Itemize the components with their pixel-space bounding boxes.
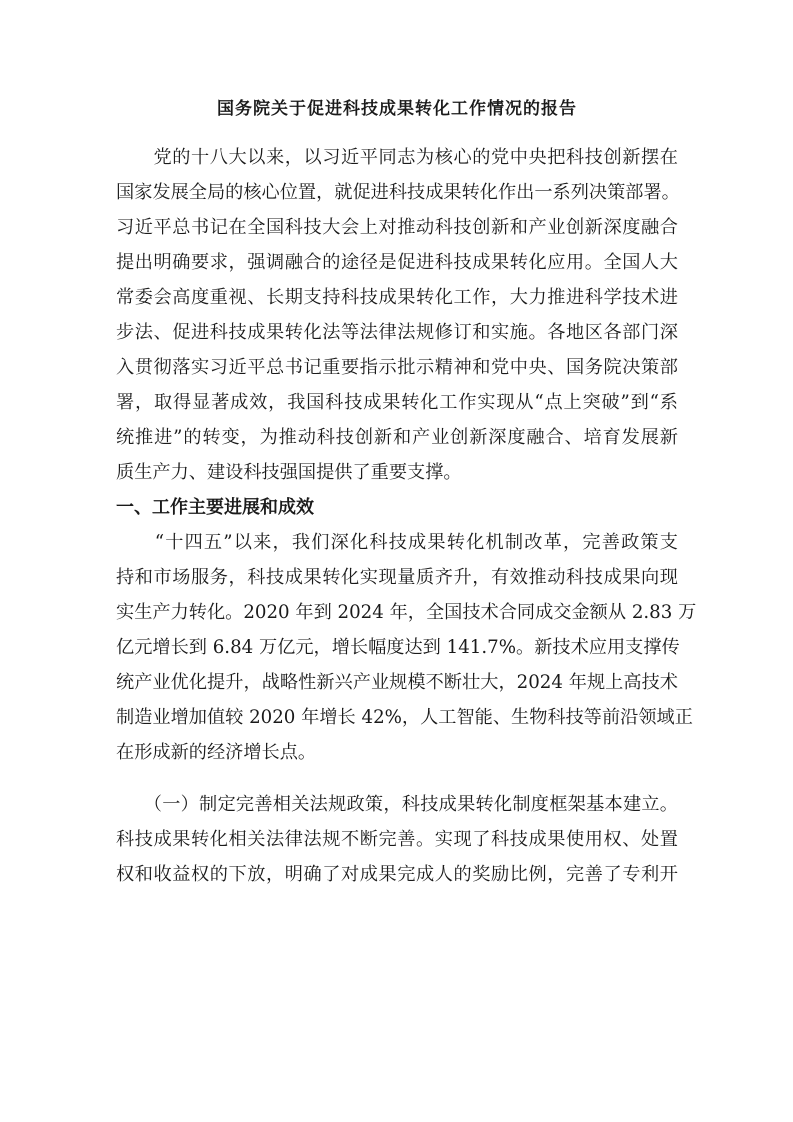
text-line: 步法、促进科技成果转化法等法律法规修订和实施。各地区各部门深 (116, 322, 678, 343)
text-line: 制造业增加值较 2020 年增长 42%，人工智能、生物科技等前沿领域正 (116, 707, 693, 728)
text-line: 在形成新的经济增长点。 (116, 742, 317, 763)
text-line: 常委会高度重视、长期支持科技成果转化工作，大力推进科学技术进 (116, 287, 678, 308)
text-line: （一）制定完善相关法规政策，科技成果转化制度框架基本建立。 (116, 794, 678, 815)
intro-paragraph (116, 140, 678, 490)
text-line: 亿元增长到 6.84 万亿元，增长幅度达到 141.7%。新技术应用支撑传 (116, 637, 680, 658)
text-line: 统推进”的转变，为推动科技创新和产业创新深度融合、培育发展新 (116, 427, 678, 448)
text-line: 署，取得显著成效，我国科技成果转化工作实现从“点上突破”到“系 (116, 392, 678, 413)
text-line: “十四五”以来，我们深化科技成果转化机制改革，完善政策支 (116, 532, 678, 553)
text-line: 国家发展全局的核心位置，就促进科技成果转化作出一系列决策部署。 (116, 182, 680, 203)
text-line: 入贯彻落实习近平总书记重要指示批示精神和党中央、国务院决策部 (116, 357, 678, 378)
paragraph-gap (116, 770, 678, 787)
text-line: 科技成果转化相关法律法规不断完善。实现了科技成果使用权、处置 (116, 829, 678, 850)
text-line: 党的十八大以来，以习近平同志为核心的党中央把科技创新摆在 (116, 147, 678, 168)
text-line: 权和收益权的下放，明确了对成果完成人的奖励比例，完善了专利开 (116, 864, 678, 885)
section-paragraph (116, 525, 697, 770)
text-line: 习近平总书记在全国科技大会上对推动科技创新和产业创新深度融合 (116, 217, 678, 238)
text-line: 实生产力转化。2020 年到 2024 年，全国技术合同成交金额从 2.83 万 (116, 602, 697, 623)
text-line: 统产业优化提升，战略性新兴产业规模不断壮大，2024 年规上高技术 (116, 672, 678, 693)
text-line: 质生产力、建设科技强国提供了重要支撑。 (116, 462, 462, 483)
text-line: 提出明确要求，强调融合的途径是促进科技成果转化应用。全国人大 (116, 252, 678, 273)
text-line: 持和市场服务，科技成果转化实现量质齐升，有效推动科技成果向现 (116, 567, 678, 588)
document-page (116, 98, 697, 892)
section-heading: 一、工作主要进展和成效 (116, 497, 314, 518)
subsection-paragraph (116, 787, 678, 892)
document-title: 国务院关于促进科技成果转化工作情况的报告 (217, 99, 577, 119)
